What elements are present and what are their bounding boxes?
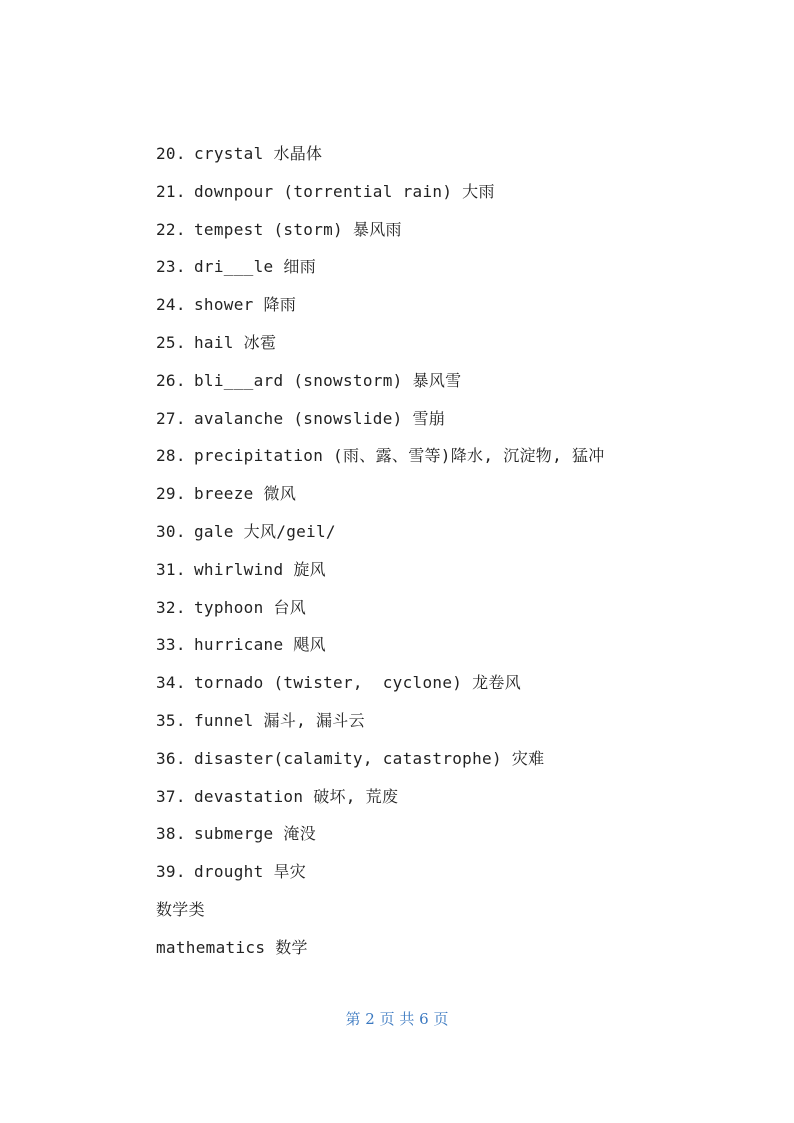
- item-number: 24.: [156, 295, 186, 315]
- list-item: [156, 520, 756, 558]
- list-item: [156, 558, 756, 596]
- item-text: disaster(calamity, catastrophe) 灾难: [194, 748, 545, 768]
- item-text: bli___ard (snowstorm) 暴风雪: [194, 370, 462, 390]
- item-number: 39.: [156, 862, 186, 882]
- item-text: gale 大风/geil/: [194, 521, 336, 541]
- item-text: breeze 微风: [194, 484, 297, 504]
- list-item: [156, 180, 756, 218]
- list-item: [156, 633, 756, 671]
- item-number: 34.: [156, 673, 186, 693]
- item-number: 37.: [156, 786, 186, 806]
- item-text: hurricane 飓风: [194, 635, 326, 655]
- item-text: devastation 破坏, 荒废: [194, 786, 399, 806]
- list-item: [156, 407, 756, 445]
- list-item: [156, 596, 756, 634]
- item-text: precipitation (雨、露、雪等)降水, 沉淀物, 猛冲: [194, 446, 605, 466]
- list-item: [156, 482, 756, 520]
- list-item: [156, 142, 756, 180]
- item-text: tempest (storm) 暴风雨: [194, 219, 402, 239]
- vocabulary-list: [156, 142, 756, 974]
- item-number: 38.: [156, 824, 186, 844]
- item-text: avalanche (snowslide) 雪崩: [194, 408, 446, 428]
- item-text: hail 冰雹: [194, 332, 277, 352]
- list-item: [156, 785, 756, 823]
- list-item: [156, 331, 756, 369]
- item-text: whirlwind 旋风: [194, 559, 326, 579]
- item-number: 31.: [156, 559, 186, 579]
- list-item: [156, 293, 756, 331]
- item-number: 28.: [156, 446, 186, 466]
- page-footer: 第 2 页 共 6 页: [345, 1010, 449, 1028]
- list-item: [156, 218, 756, 256]
- item-number: 23.: [156, 257, 186, 277]
- item-text: drought 旱灾: [194, 862, 307, 882]
- item-text: typhoon 台风: [194, 597, 307, 617]
- list-item: [156, 709, 756, 747]
- item-text: crystal 水晶体: [194, 144, 323, 163]
- item-text: submerge 淹没: [194, 824, 316, 844]
- list-item: [156, 747, 756, 785]
- section-item: mathematics 数学: [156, 937, 308, 957]
- item-text: shower 降雨: [194, 295, 297, 315]
- item-text: downpour (torrential rain) 大雨: [194, 181, 495, 201]
- list-item: [156, 369, 756, 407]
- item-number: 32.: [156, 597, 186, 617]
- section-heading: 数学类: [156, 899, 205, 919]
- item-number: 33.: [156, 635, 186, 655]
- item-number: 35.: [156, 710, 186, 730]
- item-number: 21.: [156, 181, 186, 201]
- item-number: 20.: [156, 144, 186, 163]
- list-item: [156, 860, 756, 898]
- item-number: 22.: [156, 219, 186, 239]
- item-text: dri___le 细雨: [194, 257, 316, 277]
- item-number: 30.: [156, 521, 186, 541]
- list-item: [156, 671, 756, 709]
- list-item: [156, 822, 756, 860]
- item-number: 26.: [156, 370, 186, 390]
- list-item: [156, 444, 756, 482]
- item-number: 25.: [156, 332, 186, 352]
- item-number: 27.: [156, 408, 186, 428]
- item-number: 29.: [156, 484, 186, 504]
- list-item: [156, 255, 756, 293]
- item-text: funnel 漏斗, 漏斗云: [194, 710, 365, 730]
- item-text: tornado (twister, cyclone) 龙卷风: [194, 673, 522, 693]
- item-number: 36.: [156, 748, 186, 768]
